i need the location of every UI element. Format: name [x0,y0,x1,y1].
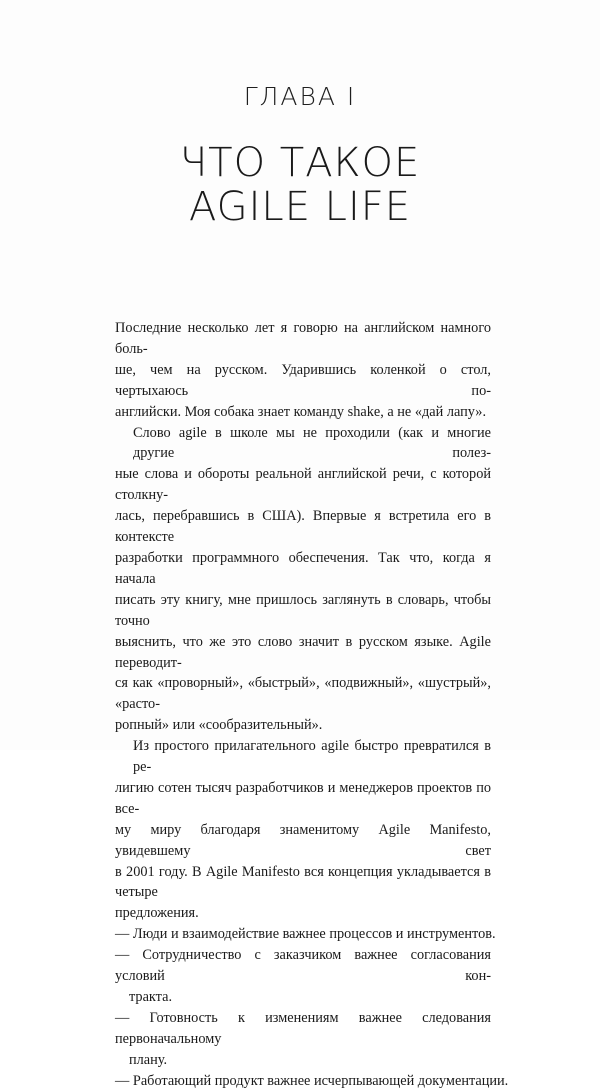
chapter-label: ГЛАВА I [243,82,357,111]
text-line: выяснить, что же это слово значит в русском языке. Agile переводит- [115,633,491,671]
list-item-continuation: плану. [129,1051,168,1068]
text-line: писать эту книгу, мне пришлось заглянуть в словарь, чтобы точно [115,591,491,629]
text-line: ные слова и обороты реальной английской речи, с которой столкну- [115,466,491,504]
list-item-continuation: тракта. [129,989,173,1005]
text-line: предложения. [115,905,199,922]
text-line: Последние несколько лет я говорю на английском намного боль- [115,320,491,357]
chapter-title-line-2: AGILE LIFE [188,184,412,230]
list-item: — Люди и взаимодействие важнее процессов и инструментов. [115,926,496,943]
body-text [115,318,509,1092]
text-line: лигию сотен тысяч разработчиков и менеджеров проектов по все- [115,779,491,817]
list-item: — Работающий продукт важнее исчерпывающей документации. [115,1072,509,1089]
chapter-title-line-1: ЧТО ТАКОЕ [179,140,421,186]
text-line: лась, перебравшись в США). Впервые я встретила его в контексте [115,508,491,546]
text-line: му миру благодаря знаменитому Agile Manifesto, увидевшему свет [115,821,491,859]
text-line: английски. Моя собака знает команду shake, а не «дай лапу». [115,403,487,420]
list-item: — Готовность к изменениям важнее следования первоначальному [115,1009,491,1047]
text-line: Из простого прилагательного agile быстро превратился в ре- [133,738,491,776]
text-line: Слово agile в школе мы не проходили (как и многие другие полез- [133,424,491,462]
text-line: разработки программного обеспечения. Так что, когда я начала [115,549,491,587]
text-line: в 2001 году. В Agile Manifesto вся концепция укладывается в четыре [115,863,491,901]
text-line: ропный» или «сообразительный». [115,717,323,734]
text-line: ше, чем на русском. Ударившись коленкой о стол, чертыхаюсь по- [115,361,491,399]
list-item: — Сотрудничество с заказчиком важнее согласования условий кон- [115,947,491,985]
text-line: ся как «проворный», «быстрый», «подвижный», «шустрый», «расто- [115,675,491,713]
chapter-title [0,141,600,229]
